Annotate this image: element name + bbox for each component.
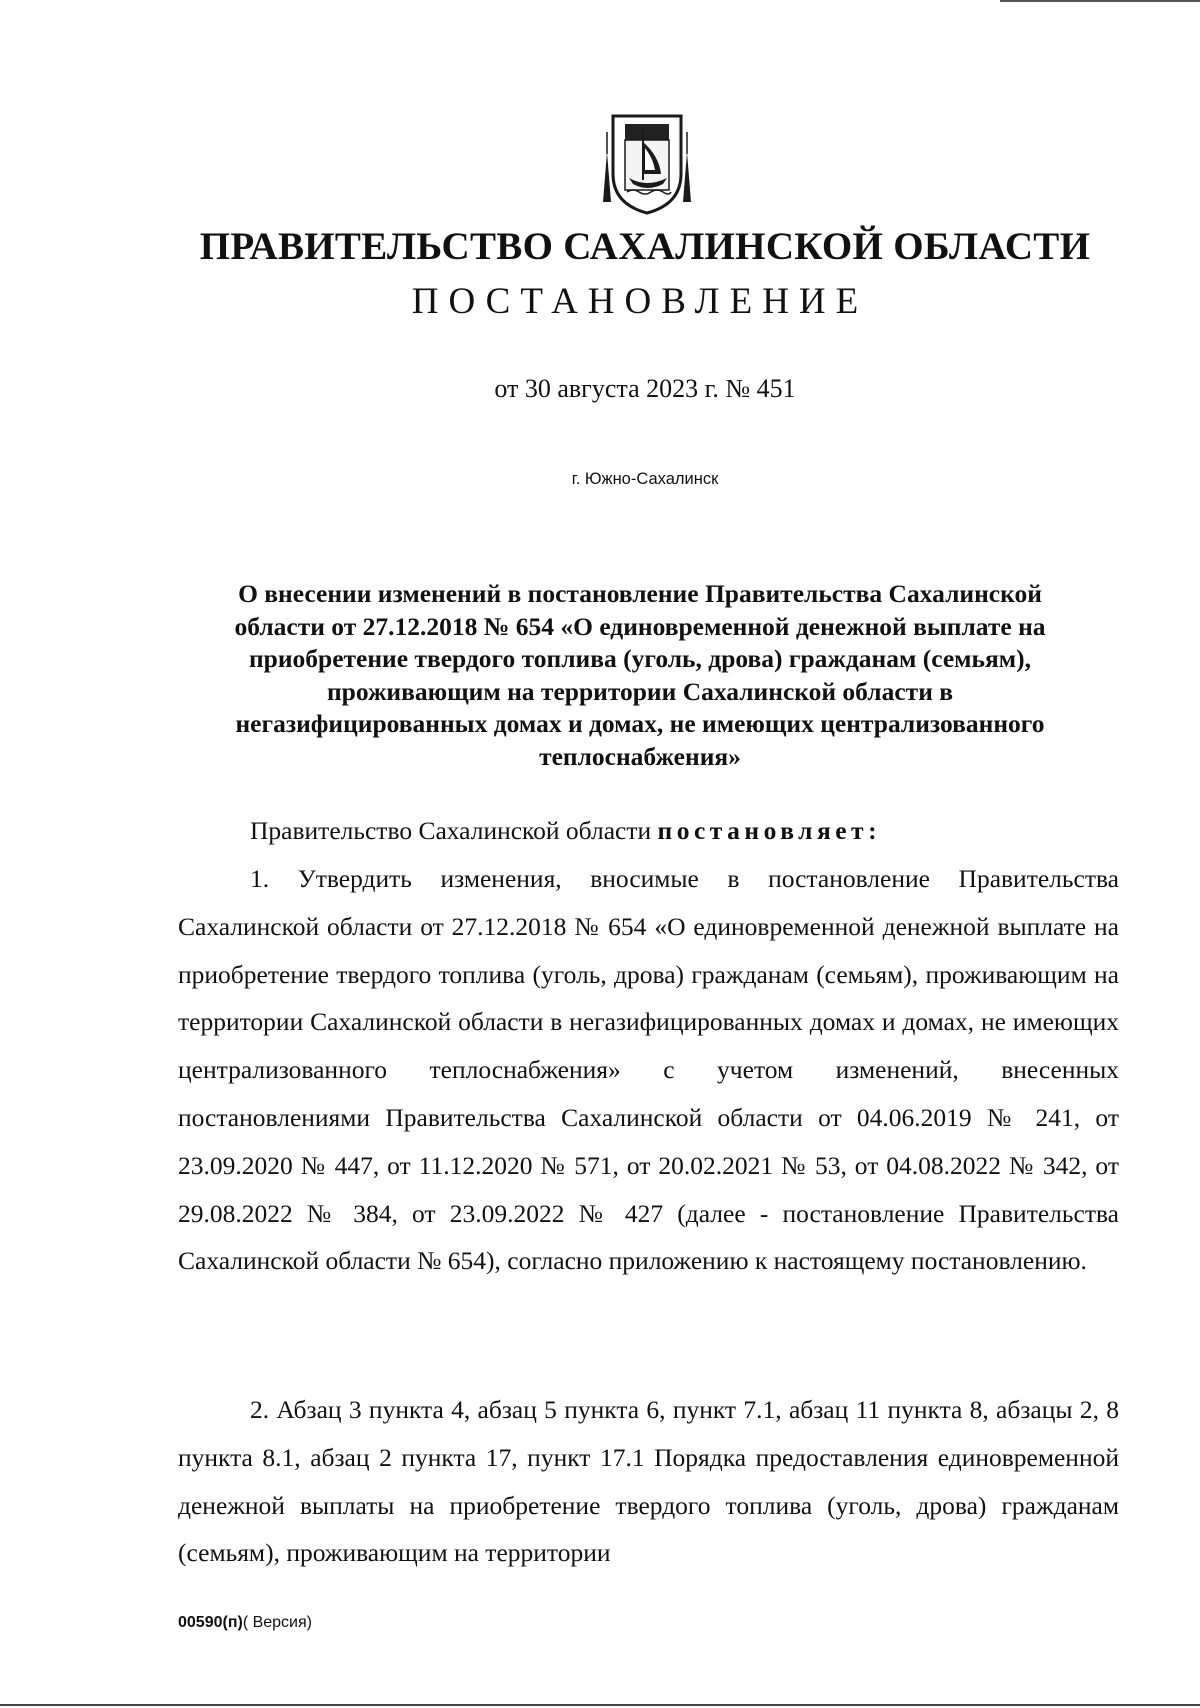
subject-line: О внесении изменений в постановление Правительства Сахалинской — [238, 579, 1042, 608]
footer-version: ( Версия) — [242, 1614, 312, 1631]
paragraph-2: 2. Абзац 3 пункта 4, абзац 5 пункта 6, пункт 7.1, абзац 11 пункта 8, абзацы 2, 8 пункта 8.1, абзац 2 пункта 17, пункт 17.1 Порядка предоставления единовременной денежной выплаты на приобретение твердого топлива (уголь, дрова) гражданам (семьям), проживающим на территории — [178, 1395, 1119, 1568]
sakhalin-coat-of-arms-icon — [601, 112, 693, 217]
paragraph-1: 1. Утвердить изменения, вносимые в постановление Правительства Сахалинской области от 27.12.2018 № 654 «О единовременной денежной выплате на приобретение твердого топлива (уголь, дрова) гражданам (семьям), проживающим на территории Сахалинской области в негазифицированных домах и домах, не имеющих централизованного теплоснабжения» с учетом изменений, внесенных постановлениями Правительства Сахалинской области от 04.06.2019 № 241, от 23.09.2020 № 447, от 11.12.2020 № 571, от 20.02.2021 № 53, от 04.08.2022 № 342, от 29.08.2022 № 384, от 23.09.2022 № 427 (далее - постановление Правительства Сахалинской области № 654), согласно приложению к настоящему постановлению. — [178, 864, 1119, 1276]
bottom-edge-line — [0, 1704, 1200, 1706]
subject-line: теплоснабжения» — [539, 741, 741, 771]
top-edge-line — [1000, 0, 1200, 2]
subject-line: приобретение твердого топлива (уголь, дрова) гражданам (семьям), — [248, 644, 1032, 673]
subject-line: негазифицированных домах и домах, не имеющих централизованного — [235, 709, 1045, 738]
document-date-number: от 30 августа 2023 г. № 451 — [494, 374, 796, 403]
document-place: г. Южно-Сахалинск — [571, 470, 719, 488]
subject-line: проживающим на территории Сахалинской области в — [326, 676, 954, 706]
organization-title: ПРАВИТЕЛЬСТВО САХАЛИНСКОЙ ОБЛАСТИ — [199, 225, 1091, 268]
document-type-heading: ПОСТАНОВЛЕНИЕ — [411, 281, 869, 322]
intro-prefix: Правительство Сахалинской области — [250, 816, 658, 845]
footer-code: 00590(п) — [178, 1614, 243, 1631]
intro-keyword: постановляет: — [657, 816, 882, 845]
resolution-intro — [250, 807, 1110, 855]
footer-document-code — [178, 1614, 312, 1632]
document-subject — [180, 578, 1100, 773]
subject-line: области от 27.12.2018 № 654 «О единовременной денежной выплате на — [234, 611, 1046, 641]
